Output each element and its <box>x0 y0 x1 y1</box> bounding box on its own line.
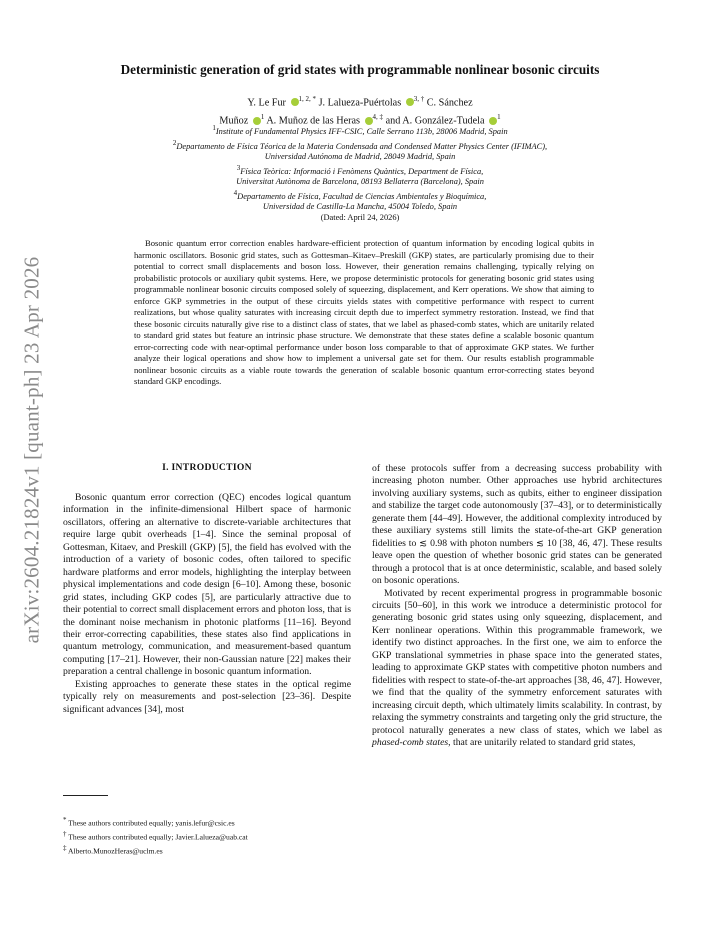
author-affiliation-mark: 1, 2, * <box>298 95 317 103</box>
footnote: * These authors contributed equally; yanis.lefur@csic.es <box>63 816 235 828</box>
affiliation-line: $^4$Departamento de Física, Facultad de Ciencias Ambientales y Bioquímica, <box>233 188 487 201</box>
author-name: J. Lalueza-Puértolas <box>318 97 402 109</box>
author-affiliation-mark: 3, † <box>413 95 425 103</box>
footnote: ‡ Alberto.MunozHeras@uclm.es <box>63 844 163 856</box>
author-name: C. Sánchez <box>426 97 473 109</box>
affiliation-line: Universitat Autònoma de Barcelona, 08193 Bellaterra (Barcelona), Spain <box>236 177 484 187</box>
affiliation-line: $^2$Departamento de Física Téorica de la Materia Condensada and Condensed Matter Physics Center (IFIMAC), <box>172 138 548 151</box>
author-conjunction: and <box>385 115 401 127</box>
date-line: (Dated: April 24, 2026) <box>320 213 400 223</box>
arxiv-sidebar <box>12 230 52 670</box>
body-paragraph: Motivated by recent experimental progress in programmable bosonic circuits [50–60], in this work we introduce a deterministic protocol for generating bosonic grid states using only squeezing, displacement, and Kerr nonlinear operations. Within this programmable framework, we identify two distinct approaches. In the first one, we aim to enforce the GKP translational symmetries in phase space into the generated states, leading to approximate GKP states with competitive photon numbers and fidelities with respect to state-of-the-art approaches [38, 46, 47]. However, we find that the quality of the symmetry enforcement saturates with increasing circuit depth, which ultimately limits scalability. In contrast, by relaxing the symmetry constraints and targeting only the grid structure, the protocol naturally generates a new class of states, which we label as phased-comb states, that are unitarily related to standard grid states, <box>372 587 662 748</box>
author-affiliation-mark: 4, ‡ <box>372 113 384 122</box>
author-name: A. Muñoz de las Heras <box>266 115 360 127</box>
affiliation-line: Universidad de Castilla-La Mancha, 45004 Toledo, Spain <box>262 202 458 212</box>
right-column <box>372 463 662 749</box>
arxiv-identifier: arXiv:2604.21824v1 [quant-ph] 23 Apr 2026 <box>19 256 44 644</box>
orcid-icon[interactable] <box>291 98 299 106</box>
affiliation-line: Universidad Autónoma de Madrid, 28049 Madrid, Spain <box>264 152 456 161</box>
author-affiliation-mark: 1 <box>497 113 501 122</box>
author-name: Y. Le Fur <box>247 97 286 109</box>
emphasized-term: phased-comb states <box>372 736 449 748</box>
section-heading: I. INTRODUCTION <box>162 462 252 473</box>
paper-title: Deterministic generation of grid states with programmable nonlinear bosonic circuits <box>120 62 600 77</box>
body-paragraph: Existing approaches to generate these states in the optical regime typically rely on measurements and post-selection [23–36]. Despite significant advances [34], most <box>63 678 351 715</box>
author-name: A. González-Tudela <box>402 115 485 127</box>
body-paragraph: Bosonic quantum error correction (QEC) encodes logical quantum information in the infinite-dimensional Hilbert space of harmonic oscillators, offering an alternative to discrete-variable architectures that require large qubit overheads [1–4]. Since the seminal proposal of Gottesman, Kitaev, and Preskill (GKP) [5], the field has evolved with the introduction of a variety of bosonic codes, often tailored to specific hardware platforms and error models, highlighting the interplay between physical implementations and code design [6–10]. Among these, bosonic grid states, including GKP codes [5], are particularly attractive due to their potential to correct small displacement errors and photon loss, that is the dominant noise mechanism in photonic platforms [11–16]. Beyond their error-correcting capabilities, these states also find applications in quantum metrology, communication, and measurement-based quantum computing [17–21]. However, their non-Gaussian nature [22] makes their preparation a central challenge in bosonic quantum information. <box>63 492 351 678</box>
author-name: Muñoz <box>219 115 249 127</box>
abstract: Bosonic quantum error correction enables hardware-efficient protection of quantum information by encoding logical qubits in harmonic oscillators. Bosonic grid states, such as Gottesman–Kitaev–Preskill (GKP) states, are particularly promising due to their potential to correct small displacements and boson loss. However, their generation remains challenging, typically relying on probabilistic protocols or auxiliary qubit systems. Here, we propose deterministic protocols for generating bosonic grid states using programmable nonlinear bosonic circuits composed solely of squeezing, displacement, and Kerr operations. We show that aiming to enforce GKP symmetries in the output of these circuits yields states with competitive performance with respect to current realizations, but whose quality saturates with increasing circuit depth due to imperfect symmetry restoration. Instead, we find that these bosonic circuits naturally give rise to a distinct class of states, that we label as phased-comb states, which are unitarily related to standard grid states but feature an intrinsic phase structure. We demonstrate that these states define a scalable bosonic quantum error-correcting code with near-optimal performance under boson loss comparable to that of approximate GKP states. We further analyze their logical operations and show how to implement a universal gate set for them. Our results establish programmable nonlinear bosonic circuits as a viable route towards the generation of scalable bosonic quantum error-correcting states beyond standard GKP encodings. <box>134 238 594 386</box>
footnotes <box>63 815 351 857</box>
footnote: † These authors contributed equally; Javier.Lalueza@uab.cat <box>63 830 248 842</box>
affiliation-list <box>60 123 660 224</box>
orcid-icon[interactable] <box>406 98 414 106</box>
body-paragraph: of these protocols suffer from a decreasing success probability with increasing photon number. Other approaches use hybrid architectures involving auxiliary systems, such as qubits, either to engineer dissipation and stabilize the target code autonomously [37–43], or to deterministically generate them [44–49]. However, the additional complexity introduced by these auxiliary systems still limits the state-of-the-art GKP generation fidelities to ≲ 0.98 with photon numbers ≲ 10 [38, 46, 47]. These results leave open the question of whether bosonic grid states can be generated through a protocol that is at once deterministic, scalable, and based solely on bosonic operations. <box>372 463 662 587</box>
left-column <box>63 492 351 716</box>
affiliation-line: $^3$Física Teòrica: Informació i Fenòmens Quàntics, Department de Física, <box>236 163 484 176</box>
affiliation-line: $^1$Institute of Fundamental Physics IFF-CSIC, Calle Serrano 113b, 28006 Madrid, Spain <box>212 124 508 136</box>
footnote-divider <box>63 795 108 796</box>
author-affiliation-mark: 1 <box>260 113 265 122</box>
